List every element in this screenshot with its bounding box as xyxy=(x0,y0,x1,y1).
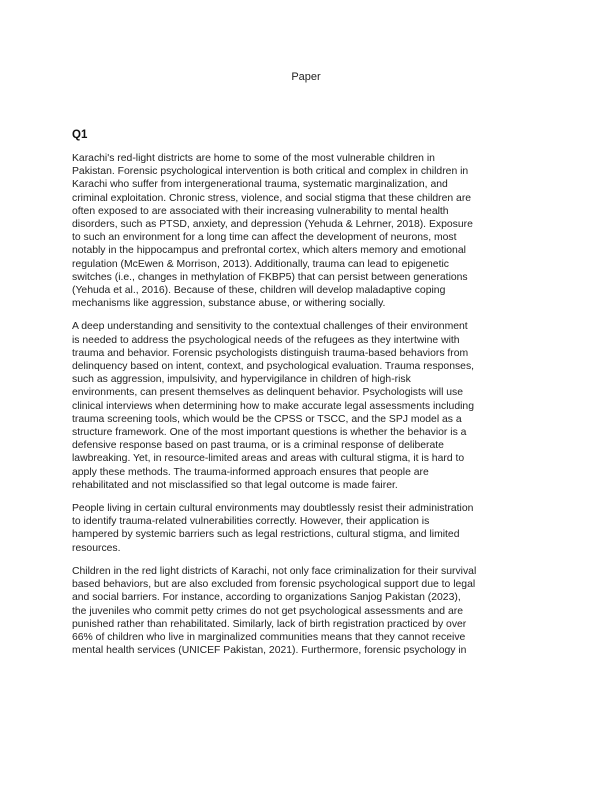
paragraph-line: to such an environment for a long time can affect the development of neurons, most xyxy=(72,232,457,244)
page-header-title: Paper xyxy=(291,71,321,83)
body-paragraph xyxy=(72,320,540,492)
section-heading: Q1 xyxy=(72,129,88,141)
paragraph-line: often exposed to are associated with their increasing vulnerability to mental health xyxy=(72,205,449,217)
paragraph-line: rehabilitated and not misclassified so that legal outcome is made fairer. xyxy=(72,479,398,491)
paragraph-line: A deep understanding and sensitivity to the contextual challenges of their environment xyxy=(72,321,468,333)
paragraph-line: is needed to address the psychological needs of the refugees as they intertwine with xyxy=(72,334,460,346)
paragraph-line: regulation (McEwen & Morrison, 2013). Additionally, trauma can lead to epigenetic xyxy=(72,258,449,270)
paragraph-line: defensive response based on past trauma, or is a criminal response of deliberate xyxy=(72,440,444,452)
paragraph-line: the juveniles who commit petty crimes do not get psychological assessments and are xyxy=(72,605,463,617)
paragraph-list xyxy=(72,152,540,657)
paragraph-line: and social barriers. For instance, according to organizations Sanjog Pakistan (2023), xyxy=(72,592,461,604)
paragraph-line: trauma screening tools, which would be the CPSS or TSCC, and the SPJ model as a xyxy=(72,413,462,425)
paragraph-line: hampered by systemic barriers such as legal restrictions, cultural stigma, and limited xyxy=(72,529,460,541)
document-body xyxy=(72,129,540,667)
paragraph-line: criminal exploitation. Chronic stress, violence, and social stigma that these children are xyxy=(72,192,472,204)
paragraph-line: notably in the hippocampus and prefrontal cortex, which alters memory and emotional xyxy=(72,245,466,257)
paragraph-line: lawbreaking. Yet, in resource-limited areas and areas with cultural stigma, it is hard to xyxy=(72,453,465,465)
paragraph-line: such as aggression, impulsivity, and hypervigilance in children of high-risk xyxy=(72,374,411,386)
paragraph-line: to identify trauma-related vulnerabilities correctly. However, their application is xyxy=(72,516,430,528)
body-paragraph xyxy=(72,152,540,310)
body-paragraph xyxy=(72,565,540,657)
paragraph-line: mental health services (UNICEF Pakistan, 2021). Furthermore, forensic psychology in xyxy=(72,645,467,657)
paragraph-line: Pakistan. Forensic psychological intervention is both critical and complex in children in xyxy=(72,166,469,178)
paragraph-line: Children in the red light districts of Karachi, not only face criminalization for their survival xyxy=(72,565,477,577)
paragraph-line: based behaviors, but are also excluded from forensic psychological support due to legal xyxy=(72,579,476,591)
paragraph-line: Karachi's red-light districts are home to some of the most vulnerable children in xyxy=(72,153,435,164)
paragraph-line: apply these methods. The trauma-informed approach ensures that people are xyxy=(72,466,429,478)
paragraph-line: punished rather than rehabilitated. Similarly, lack of birth registration practiced by over xyxy=(72,618,467,630)
paragraph-line: environments, can present themselves as delinquent behavior. Psychologists will use xyxy=(72,387,464,399)
paragraph-line: disorders, such as PTSD, anxiety, and depression (Yehuda & Lehrner, 2018). Exposure xyxy=(72,219,473,231)
paragraph-line: (Yehuda et al., 2016). Because of these, children will develop maladaptive coping xyxy=(72,285,446,297)
paragraph-line: People living in certain cultural environments may doubtlessly resist their administration xyxy=(72,503,474,515)
paragraph-line: delinquency based on intent, context, and psychological evaluation. Trauma responses, xyxy=(72,361,475,373)
paragraph-line: switches (i.e., changes in methylation of FKBP5) that can persist between generations xyxy=(72,271,468,283)
paragraph-line: resources. xyxy=(72,542,121,554)
paragraph-line: trauma and behavior. Forensic psychologists distinguish trauma-based behaviors from xyxy=(72,347,469,359)
paragraph-line: 66% of children who live in marginalized communities means that they cannot receive xyxy=(72,631,466,643)
paragraph-line: structure framework. One of the most important questions is whether the behavior is a xyxy=(72,427,467,439)
paragraph-line: clinical interviews when determining how to make accurate legal assessments including xyxy=(72,400,474,412)
paragraph-line: mechanisms like aggression, substance abuse, or withering socially. xyxy=(72,298,386,310)
body-paragraph xyxy=(72,502,540,555)
paragraph-line: Karachi who suffer from intergenerational trauma, systematic marginalization, and xyxy=(72,179,448,191)
